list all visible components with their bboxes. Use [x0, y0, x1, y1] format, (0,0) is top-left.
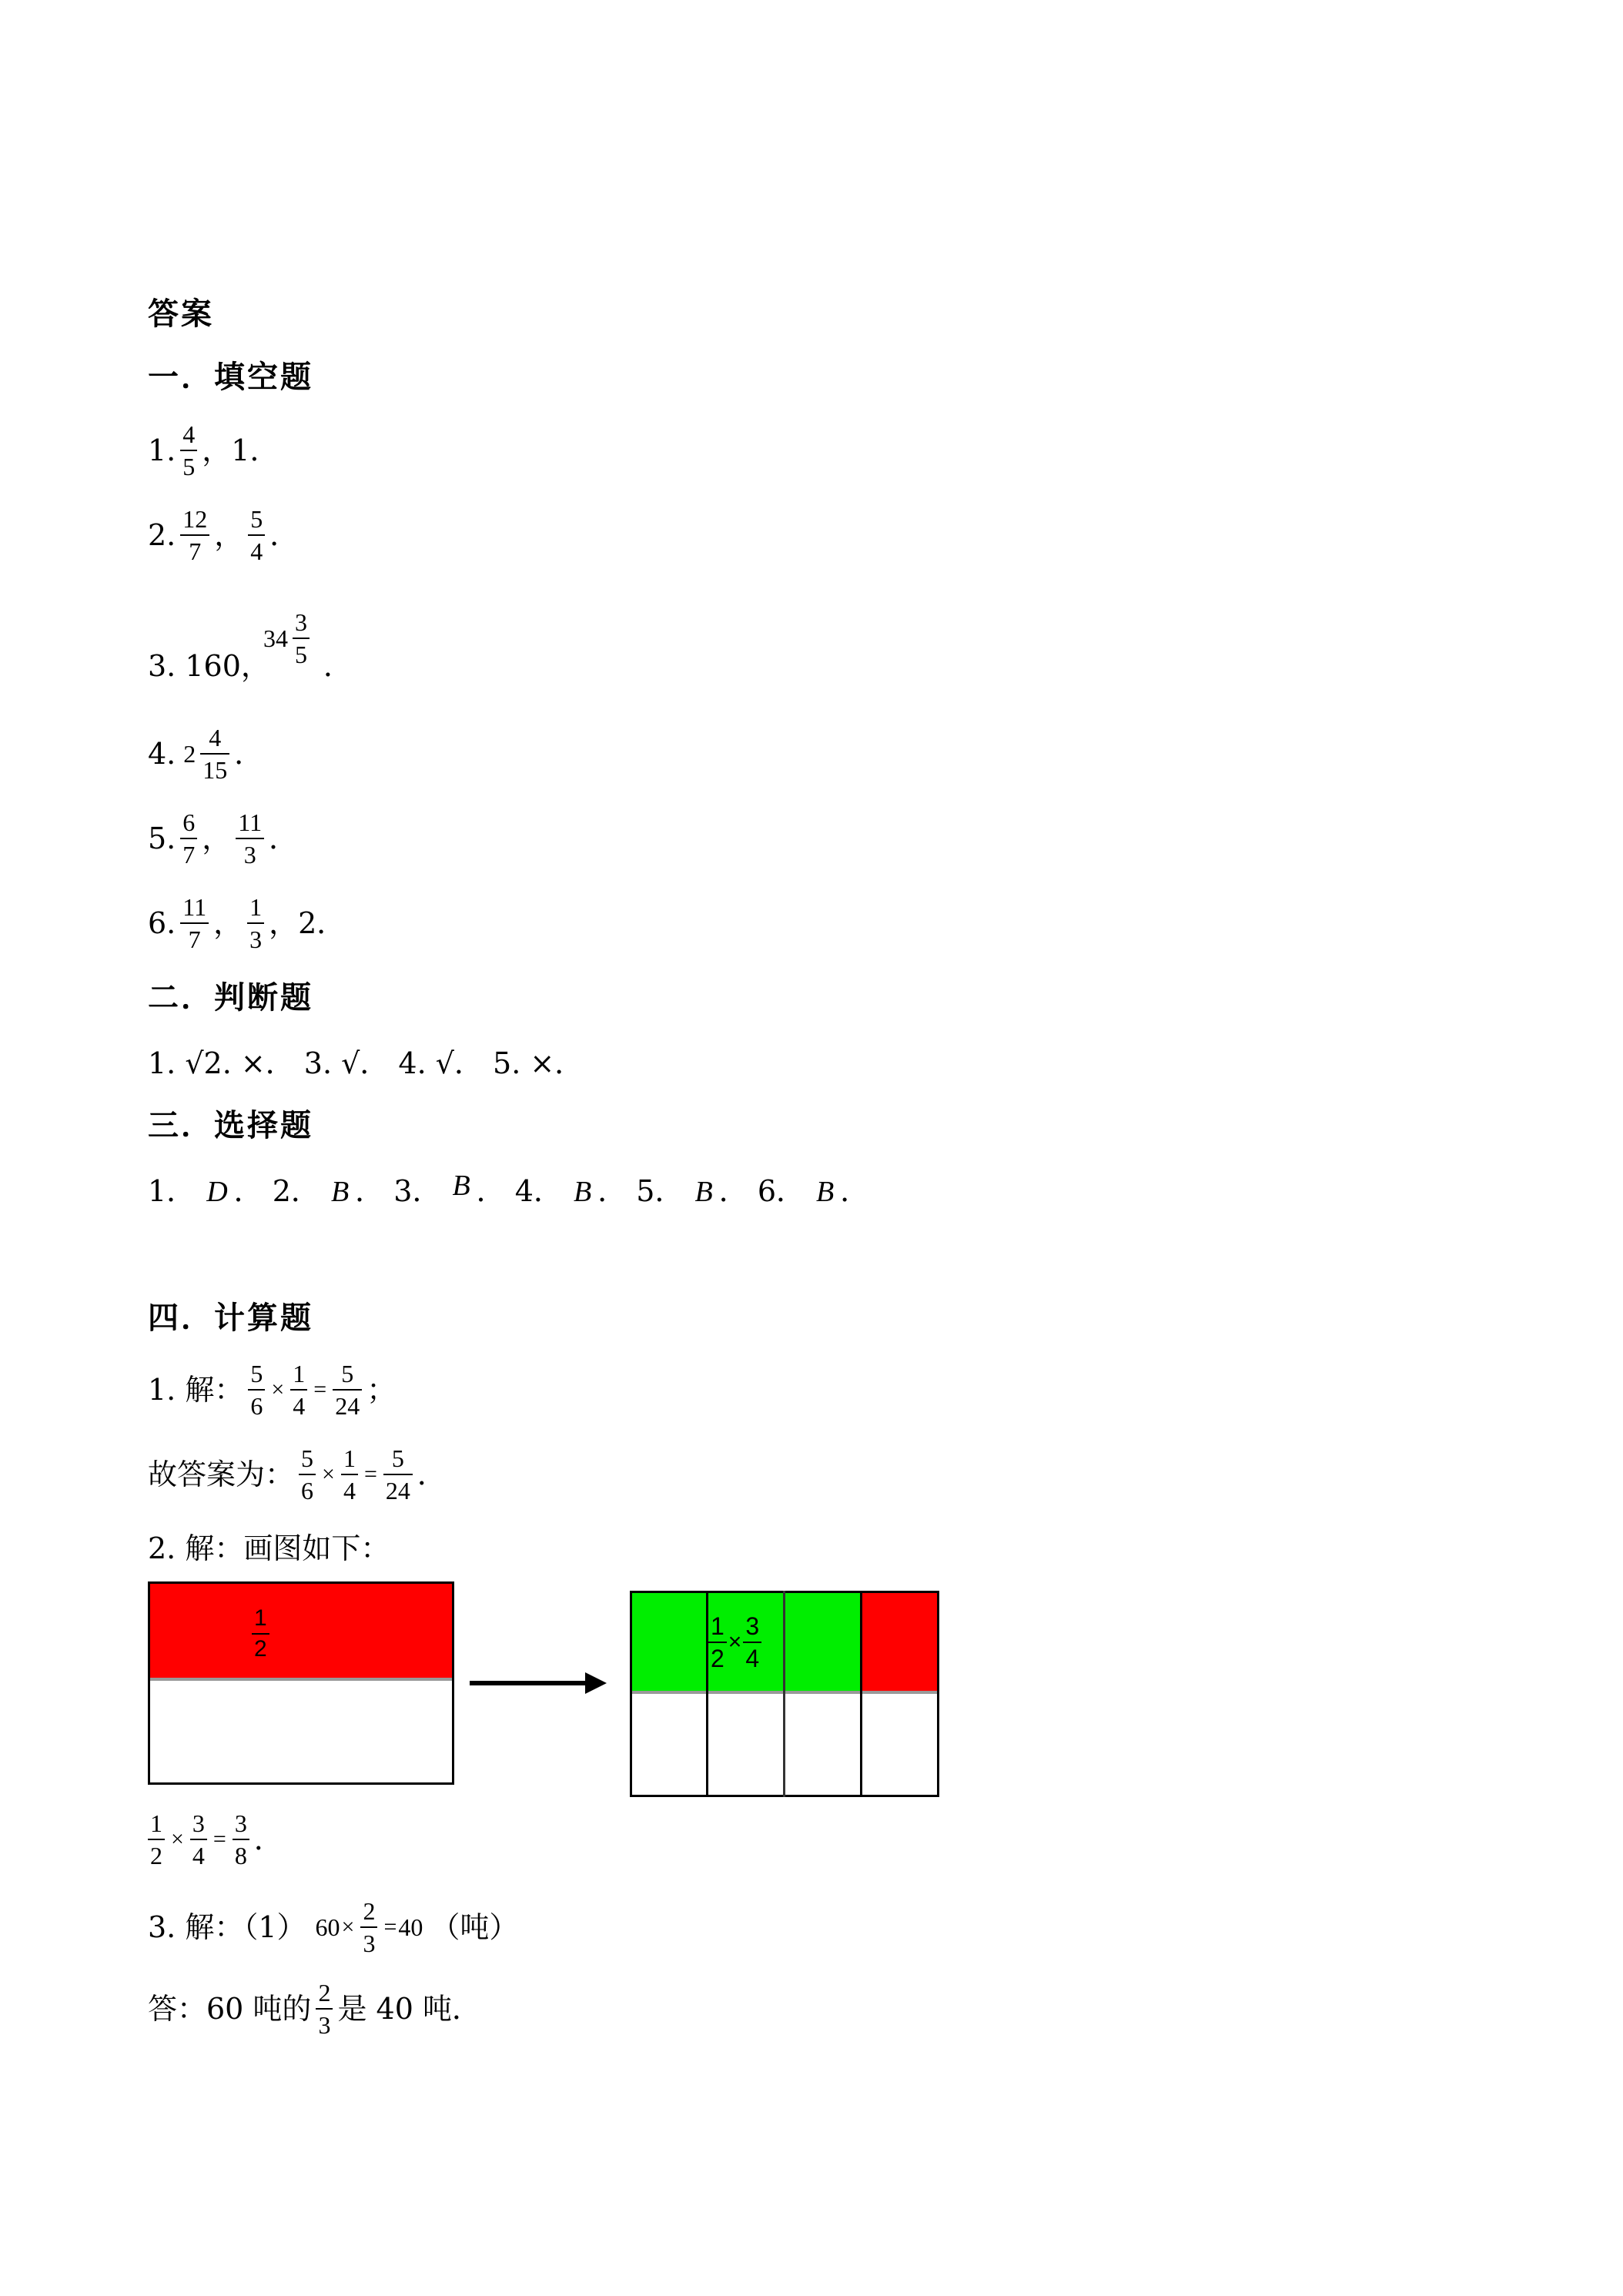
multiple-choice-answers: 1． D ． 2． B ． 3． B ． 4． B ． 5． B ． 6． B ． [148, 1170, 870, 1208]
choice-number: 3． [393, 1174, 442, 1208]
left-red-half [150, 1584, 452, 1681]
separator: ， [213, 906, 243, 940]
answer-1-2 [148, 507, 299, 564]
fraction: $\frac{4}{5}$ [180, 422, 197, 479]
fraction: $\frac{2}{3}$ [360, 1899, 377, 1956]
fraction: $\frac{5}{6}$ [248, 1361, 265, 1418]
calc-3-solution [148, 1899, 518, 1956]
separator: ， [202, 822, 232, 855]
choice-answer: B [330, 1176, 350, 1208]
right-arrow-icon [470, 1669, 608, 1697]
separator: ， [214, 518, 244, 552]
choice-answer: B [452, 1170, 470, 1202]
answer-number: 3. 160， [148, 649, 270, 683]
true-false-answers: 1. √2. ×． 3. √． 4. √． 5. ×． [148, 1046, 584, 1080]
equals-sign: = [212, 1826, 226, 1852]
answer-text: ； [366, 1373, 397, 1407]
right-grid [630, 1591, 939, 1797]
fraction: $\frac{5}{24}$ [333, 1361, 362, 1418]
section-heading-fill-in: 一．填空题 [148, 360, 313, 395]
calc-1-answer [148, 1446, 447, 1503]
page-title: 答案 [148, 296, 214, 332]
answer-text: ． [417, 1458, 447, 1491]
times-sign: × [341, 1914, 355, 1940]
choice-number: 4． [514, 1174, 563, 1208]
left-rectangle [148, 1581, 454, 1785]
calc-3-answer [148, 1980, 481, 2037]
fraction: $\frac{12}{7}$ [180, 507, 209, 564]
answer-text: ． [269, 822, 299, 855]
fraction: $\frac{1}{4}$ [290, 1361, 307, 1418]
fraction: $\frac{5}{4}$ [248, 507, 265, 564]
fraction: $\frac{11}{3}$ [236, 810, 264, 867]
whole-number: 60 [315, 1913, 340, 1941]
choice-answer: B [816, 1176, 835, 1208]
answer-number: 2. [148, 518, 176, 552]
answer-1-1 [148, 422, 279, 479]
answer-text: ． [253, 1822, 283, 1856]
equals-sign: = [383, 1914, 397, 1940]
result-number: 40 [398, 1913, 423, 1941]
unit-text: （吨） [430, 1910, 519, 1944]
answer-text: ． [323, 649, 353, 683]
mixed-whole: 2 [183, 740, 196, 768]
fraction: $\frac{3}{4}$ [190, 1811, 207, 1868]
choice-number: 1． [148, 1174, 196, 1208]
answer-number: 4. [148, 737, 176, 771]
left-half-label: 1 2 [252, 1607, 269, 1661]
choice-number: 6． [757, 1174, 805, 1208]
section-heading-multiple-choice: 三．选择题 [148, 1108, 313, 1143]
calc-prefix: 1. 解： [148, 1373, 244, 1407]
choice-answer: D [206, 1176, 228, 1208]
calc-1-solution [148, 1361, 396, 1418]
equals-sign: = [363, 1461, 377, 1487]
section-heading-true-false: 二．判断题 [148, 980, 313, 1016]
fraction: $\frac{3}{8}$ [233, 1811, 249, 1868]
answer-text: ，1． [202, 433, 279, 467]
calc-2-prefix: 2. 解：画图如下： [148, 1531, 390, 1565]
fraction: $\frac{3}{5}$ [293, 610, 310, 667]
fraction: $\frac{4}{15}$ [200, 725, 229, 782]
mixed-number [263, 610, 314, 667]
fraction: $\frac{1}{4}$ [341, 1446, 358, 1503]
section-heading-calculation: 四．计算题 [148, 1300, 313, 1336]
answer-1-5 [148, 810, 298, 867]
answer-text: ，2． [269, 906, 346, 940]
times-sign: × [271, 1377, 285, 1402]
fraction: $\frac{1}{2}$ [148, 1811, 165, 1868]
calc-2-result [148, 1811, 283, 1868]
answer-text: ． [269, 518, 300, 552]
times-sign: × [728, 1629, 742, 1655]
answer-number: 6. [148, 906, 176, 940]
product-label: $\frac{1}{2}$ × $\frac{3}{4}$ [707, 1614, 763, 1671]
grid-divider [860, 1591, 862, 1797]
calc-prefix: 故答案为： [148, 1458, 295, 1491]
fraction: $\frac{1}{3}$ [247, 895, 264, 952]
answer-text: 是 40 吨． [337, 1992, 481, 2026]
equals-sign: = [313, 1377, 327, 1402]
mixed-number [183, 725, 234, 782]
fraction: $\frac{2}{3}$ [316, 1980, 333, 2037]
answer-1-6 [148, 895, 346, 952]
fraction: $\frac{11}{7}$ [180, 895, 209, 952]
answer-text: 答：60 吨的 [148, 1992, 312, 2026]
answer-number: 1. [148, 433, 176, 467]
answer-number: 5. [148, 822, 176, 855]
answer-text: ． [234, 737, 264, 771]
calc-prefix: 3. 解：（1） [148, 1910, 306, 1944]
mixed-whole: 34 [263, 624, 288, 652]
fraction: $\frac{5}{24}$ [383, 1446, 413, 1503]
choice-number: 2． [272, 1174, 320, 1208]
choice-number: 5． [636, 1174, 684, 1208]
times-sign: × [322, 1461, 335, 1487]
answer-1-4 [148, 725, 263, 782]
grid-divider [783, 1591, 785, 1797]
fraction: $\frac{6}{7}$ [180, 810, 197, 867]
fraction: $\frac{5}{6}$ [299, 1446, 316, 1503]
choice-answer: B [694, 1176, 713, 1208]
times-sign: × [171, 1826, 184, 1852]
choice-answer: B [573, 1176, 592, 1208]
